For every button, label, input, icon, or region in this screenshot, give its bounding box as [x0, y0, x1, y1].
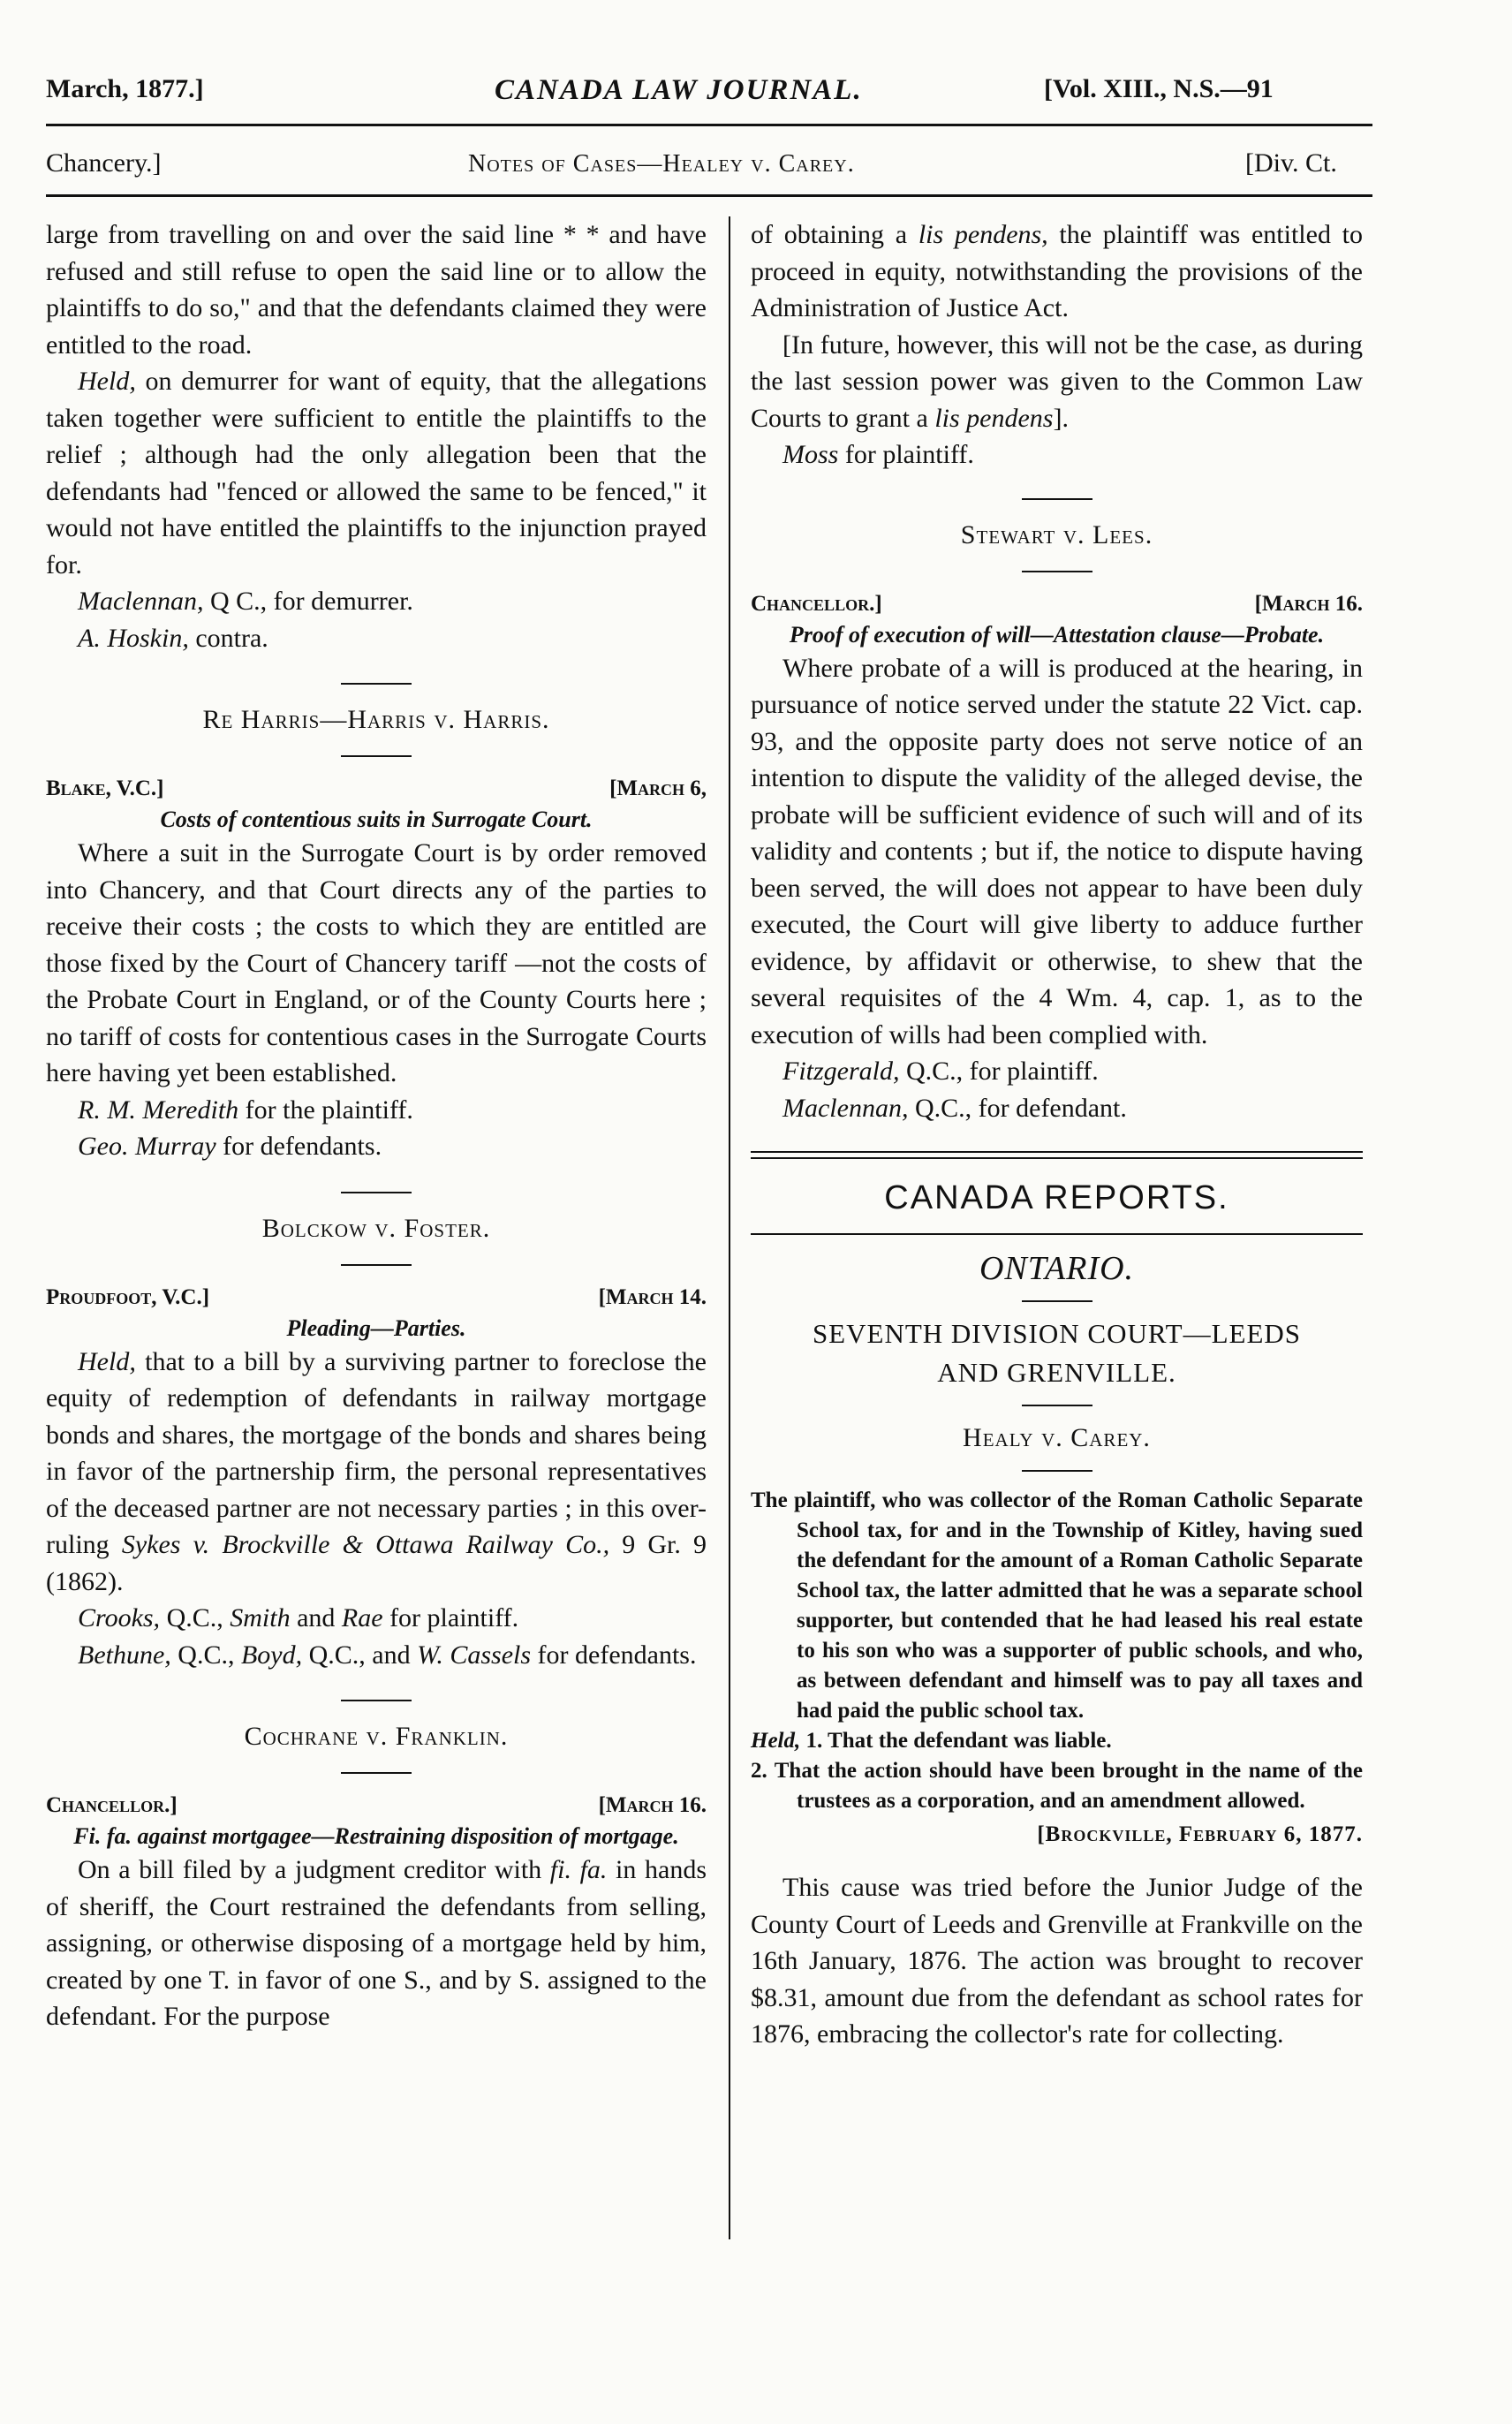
case-text-part: On a bill filed by a judgment creditor with — [78, 1855, 542, 1884]
case-title-healy: Healy v. Carey. — [963, 1423, 1151, 1452]
case-date: [March 16. — [1254, 591, 1363, 616]
counsel-line — [46, 1092, 707, 1129]
counsel-name: Rae — [341, 1603, 383, 1632]
header-rule-bottom — [46, 194, 1372, 197]
separator — [341, 1700, 412, 1701]
case-citation — [46, 773, 707, 805]
case-text-part: of obtaining a — [751, 220, 908, 249]
left-column — [46, 216, 707, 2035]
counsel-line — [46, 1637, 707, 1674]
case-date: [March 14. — [598, 1284, 707, 1309]
counsel-rest: for plaintiff. — [389, 1603, 519, 1632]
case-text: Where probate of a will is produced at the hearing, in pursuance of notice served under the statute 22 Vict. cap. 93, and the opposite party does not serve notice of an intention to dispute the validity of the alleged devise, the probate will be sufficient evidence of such will and of its validity and contents ; but if, the notice to dispute having been served, the will does not appear to have been duly executed, the Court will give liberty to adduce further evidence, by affidavit or otherwise, to shew that the several requisites of the 4 Wm. 4, cap. 1, as to the execution of wills had been complied with. — [751, 653, 1363, 1049]
separator — [1022, 1470, 1092, 1472]
headnote-place-date: [Brockville, February 6, 1877. — [1037, 1822, 1363, 1846]
case-text-part: in hands of sheriff, the Court restrained the defendants from selling, assigning, or otherwise disposing of a mortgage held by him, created by one T. in favor of one S., and by S. assigned to the defendant. For the purpose — [46, 1855, 707, 2031]
case-citation — [46, 1282, 707, 1314]
case-date: [March 6, — [609, 776, 707, 800]
case-text — [46, 1852, 707, 2035]
counsel-name: Moss — [782, 440, 839, 469]
case-text-part: 9 Gr. 9 (1862). — [46, 1530, 707, 1596]
separator — [1022, 498, 1092, 500]
counsel-rest: Q.C., for defendant. — [914, 1093, 1127, 1123]
case-title-stewart: Stewart v. Lees. — [960, 519, 1153, 549]
separator — [1022, 1405, 1092, 1406]
counsel-line — [46, 620, 707, 657]
counsel-line — [46, 1128, 707, 1165]
case-subject: Fi. fa. against mortgagee—Restraining disposition of mortgage. — [73, 1823, 679, 1849]
court-line-1: SEVENTH DIVISION COURT—LEEDS — [812, 1318, 1302, 1349]
case-text-part: lis pendens, — [918, 220, 1048, 249]
double-rule — [751, 1151, 1363, 1159]
held-text: 1. That the defendant was liable. — [805, 1729, 1112, 1753]
counsel-name: Bethune, — [78, 1640, 171, 1670]
separator — [341, 1192, 412, 1193]
subheader-right: [Div. Ct. — [1245, 148, 1337, 178]
held-label: Held, — [78, 367, 136, 396]
held-label: Held, — [78, 1346, 136, 1376]
continued-text — [751, 216, 1363, 327]
held-text: on demurrer for want of equity, that the allegations taken together were sufficient to entitle the plaintiffs to the relief ; although had the only allegation been that the defendants had "fenced or allowed the same to be fenced," it would not have entitled the plaintiffs to the injunction prayed for. — [46, 367, 707, 579]
case-citation — [751, 588, 1363, 620]
counsel-name: Geo. Murray — [78, 1132, 216, 1161]
column-divider — [729, 216, 730, 2239]
case-judge: Proudfoot, V.C.] — [46, 1284, 210, 1309]
case-title-harris: Re Harris—Harris v. Harris. — [202, 705, 550, 734]
case-citation — [46, 1790, 707, 1822]
case-title-bolckow: Bolckow v. Foster. — [261, 1213, 491, 1243]
case-cite: Sykes v. Brockville & Ottawa Railway Co., — [121, 1530, 610, 1559]
counsel-rest: Q.C., — [166, 1603, 223, 1632]
held-label: Held, — [751, 1729, 801, 1753]
page-header-journal: CANADA LAW JOURNAL. — [495, 74, 863, 106]
case-judge: Blake, V.C.] — [46, 776, 164, 800]
counsel-rest: and — [297, 1603, 336, 1632]
right-column — [751, 216, 1363, 2053]
counsel-rest: Q.C., — [178, 1640, 235, 1670]
counsel-rest: for defendants. — [537, 1640, 697, 1670]
counsel-name: W. Cassels — [417, 1640, 532, 1670]
counsel-name: Fitzgerald, — [782, 1057, 900, 1086]
counsel-name: Crooks, — [78, 1603, 161, 1632]
counsel-name: Boyd, — [240, 1640, 303, 1670]
separator — [341, 1264, 412, 1266]
subheader-center: Notes of Cases—Healey v. Carey. — [468, 150, 855, 178]
rule — [751, 1233, 1363, 1235]
page-header-date: March, 1877.] — [46, 74, 204, 103]
case-text-part: fi. fa. — [549, 1855, 608, 1884]
case-text: Where a suit in the Surrogate Court is by order removed into Chancery, and that Court directs any of the parties to receive their costs ; the costs to which they are entitled are those fixed by the Court of Chancery tariff —not the costs of the Probate Court in England, or of the County Courts here ; no tariff of costs for contentious cases in the Surrogate Courts here having yet been established. — [46, 838, 707, 1087]
case-text-part: [In future, however, this will not be the case, as during the last session power was given to the Common Law Courts to grant a — [751, 330, 1363, 433]
separator — [1022, 1300, 1092, 1302]
counsel-rest: Q C., for demurrer. — [209, 587, 413, 616]
case-text-part: that to a bill by a surviving partner to foreclose the equity of redemption of defendants in railway mortgage bonds and shares, the mortgage of the bonds and shares being in favor of the partnership firm, the personal representatives of the deceased partner are not necessary parties ; in this over-ruling — [46, 1346, 707, 1559]
case-title-cochrane: Cochrane v. Franklin. — [244, 1722, 509, 1751]
case-text — [46, 1344, 707, 1601]
canada-reports-title: CANADA REPORTS. — [884, 1179, 1229, 1216]
separator — [341, 1772, 412, 1774]
continued-note — [751, 327, 1363, 437]
counsel-line — [751, 1053, 1363, 1090]
counsel-rest: for defendants. — [223, 1132, 382, 1161]
case-text-part: lis pendens — [934, 403, 1054, 433]
counsel-rest: Q.C., and — [308, 1640, 411, 1670]
counsel-line — [46, 583, 707, 620]
counsel-name: Maclennan, — [78, 587, 204, 616]
case-subject: Proof of execution of will—Attestation clause—Probate. — [789, 621, 1325, 648]
separator — [341, 755, 412, 757]
counsel-rest: for the plaintiff. — [245, 1095, 413, 1125]
counsel-rest: contra. — [195, 623, 268, 653]
case-judge: Chancellor.] — [751, 591, 882, 616]
province-title: ONTARIO. — [979, 1250, 1135, 1287]
counsel-name: Maclennan, — [782, 1093, 909, 1123]
case-subject: Pleading—Parties. — [286, 1314, 466, 1341]
counsel-line — [751, 1090, 1363, 1127]
headnote-held-2: 2. That the action should have been brought in the name of the trustees as a corporation, and an amendment allowed. — [751, 1759, 1363, 1813]
header-rule-top — [46, 124, 1372, 126]
case-text-part: the plaintiff was entitled to proceed in equity, notwithstanding the provisions of the Administration of Justice Act. — [751, 220, 1364, 322]
separator — [1022, 571, 1092, 572]
continued-case-held — [46, 363, 707, 583]
counsel-rest: Q.C., for plaintiff. — [906, 1057, 1099, 1086]
continued-case-text: large from travelling on and over the said line * * and have refused and still refuse to open the said line or to allow the plaintiffs to do so," and that the defendants claimed they were entitled to the road. — [46, 220, 707, 360]
counsel-name: Smith — [230, 1603, 291, 1632]
case-subject: Costs of contentious suits in Surrogate Court. — [160, 807, 593, 832]
subheader-left: Chancery.] — [46, 148, 162, 178]
case-text-part: ]. — [1053, 403, 1069, 433]
headnote: The plaintiff, who was collector of the Roman Catholic Separate School tax, for and in the Township of Kitley, having sued the defendant for the amount of a Roman Catholic Separate School tax, the latter admitted that he was a separate school supporter, but contended that he had leased his real estate to his son who was a supporter of public schools, and who, as between defendant and himself was to pay all taxes and had paid the public school tax. — [751, 1488, 1363, 1723]
case-date: [March 16. — [598, 1793, 707, 1817]
case-text: This cause was tried before the Junior Judge of the County Court of Leeds and Grenville at Frankville on the 16th January, 1876. The action was brought to recover $8.31, amount due from the defendant as school rates for 1876, embracing the collector's rate for collecting. — [751, 1873, 1363, 2049]
headnote-held — [751, 1726, 1363, 1756]
counsel-line — [751, 436, 1363, 473]
separator — [341, 683, 412, 685]
counsel-name: R. M. Meredith — [78, 1095, 239, 1125]
court-line-2: AND GRENVILLE. — [937, 1357, 1176, 1388]
case-judge: Chancellor.] — [46, 1793, 178, 1817]
counsel-line — [46, 1600, 707, 1637]
page-header-volume: [Vol. XIII., N.S.—91 — [1044, 74, 1274, 103]
counsel-rest: for plaintiff. — [844, 440, 974, 469]
counsel-name: A. Hoskin, — [78, 623, 189, 653]
